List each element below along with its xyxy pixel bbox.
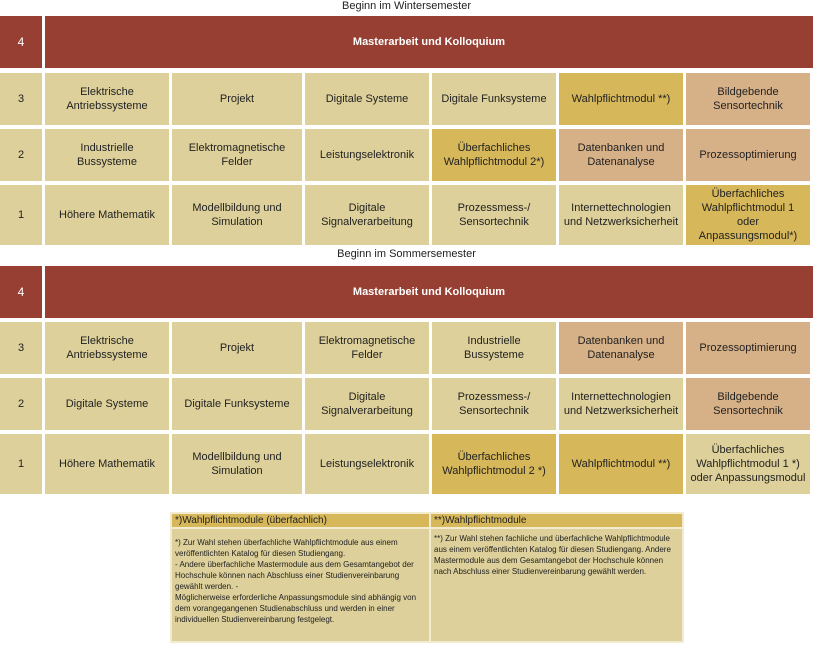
caption-winter: Beginn im Wintersemester bbox=[342, 0, 471, 12]
module-cell: Wahlpflichtmodul **) bbox=[559, 73, 683, 125]
module-cell: Modellbildung und Simulation bbox=[172, 434, 302, 494]
module-cell: Digitale Systeme bbox=[45, 378, 169, 430]
module-cell: Elektromagnetische Felder bbox=[172, 129, 302, 181]
module-cell: Digitale Funksysteme bbox=[172, 378, 302, 430]
module-cell: Elektrische Antriebssysteme bbox=[45, 322, 169, 374]
caption-summer: Beginn im Sommersemester bbox=[337, 248, 476, 260]
module-cell: Überfachliches Wahlpflichtmodul 2*) bbox=[432, 129, 556, 181]
module-cell: Projekt bbox=[172, 322, 302, 374]
module-cell: Prozessmess-/ Sensortechnik bbox=[432, 378, 556, 430]
module-cell: Internettechnologien und Netzwerksicherheit bbox=[559, 378, 683, 430]
module-cell: Überfachliches Wahlpflichtmodul 1 oder Anpassungsmodul*) bbox=[686, 185, 810, 245]
semester-label: 2 bbox=[0, 378, 42, 430]
module-cell: Digitale Signalverarbeitung bbox=[305, 185, 429, 245]
module-cell: Wahlpflichtmodul **) bbox=[559, 434, 683, 494]
module-cell: Datenbanken und Datenanalyse bbox=[559, 129, 683, 181]
module-cell: Bildgebende Sensortechnik bbox=[686, 378, 810, 430]
semester-label: 3 bbox=[0, 322, 42, 374]
module-cell: Höhere Mathematik bbox=[45, 185, 169, 245]
semester-label: 1 bbox=[0, 185, 42, 245]
footnote-title-right: **)Wahlpflichtmodule bbox=[431, 514, 682, 527]
module-cell: Datenbanken und Datenanalyse bbox=[559, 322, 683, 374]
module-cell: Leistungselektronik bbox=[305, 129, 429, 181]
semester-label: 4 bbox=[0, 16, 42, 68]
module-cell: Industrielle Bussysteme bbox=[432, 322, 556, 374]
module-cell: Internettechnologien und Netzwerksicherheit bbox=[559, 185, 683, 245]
module-cell: Digitale Funksysteme bbox=[432, 73, 556, 125]
masterarbeit-cell: Masterarbeit und Kolloquium bbox=[45, 16, 813, 68]
semester-label: 1 bbox=[0, 434, 42, 494]
module-cell: Digitale Signalverarbeitung bbox=[305, 378, 429, 430]
module-cell: Leistungselektronik bbox=[305, 434, 429, 494]
module-cell: Prozessmess-/ Sensortechnik bbox=[432, 185, 556, 245]
module-cell: Elektrische Antriebssysteme bbox=[45, 73, 169, 125]
masterarbeit-cell: Masterarbeit und Kolloquium bbox=[45, 266, 813, 318]
footnote-text-right: **) Zur Wahl stehen fachliche und überfachliche Wahlpflichtmodule aus einem veröffentlichten Katalog für diesen Studiengang. Andere Mastermodule aus dem Gesamtangebot der Hochschule können nach Abschluss einer Studienvereinbarung gewählt werden. bbox=[431, 529, 682, 641]
footnote-title-left: *)Wahlpflichtmodule (überfachlich) bbox=[172, 514, 429, 527]
module-cell: Elektromagnetische Felder bbox=[305, 322, 429, 374]
module-cell: Höhere Mathematik bbox=[45, 434, 169, 494]
footnotes-panel bbox=[170, 512, 684, 643]
module-cell: Überfachliches Wahlpflichtmodul 1 *) oder Anpassungsmodul bbox=[686, 434, 810, 494]
semester-label: 3 bbox=[0, 73, 42, 125]
module-cell: Prozessoptimierung bbox=[686, 322, 810, 374]
semester-label: 4 bbox=[0, 266, 42, 318]
module-cell: Projekt bbox=[172, 73, 302, 125]
module-cell: Überfachliches Wahlpflichtmodul 2 *) bbox=[432, 434, 556, 494]
module-cell: Prozessoptimierung bbox=[686, 129, 810, 181]
module-cell: Digitale Systeme bbox=[305, 73, 429, 125]
footnote-text-left: *) Zur Wahl stehen überfachliche Wahlpflichtmodule aus einem veröffentlichten Katalog für diesen Studiengang. - Andere überfachliche Mastermodule aus dem Gesamtangebot der Hochschule können nach Abschluss einer Studienvereinbarung gewählt werden. - Möglicherweise erforderliche Anpassungsmodule sind abhängig von dem vorangegangenen Studienabschluss und werden in einer individuellen Studienvereinbarung festgelegt. bbox=[172, 529, 429, 641]
semester-label: 2 bbox=[0, 129, 42, 181]
module-cell: Industrielle Bussysteme bbox=[45, 129, 169, 181]
module-cell: Modellbildung und Simulation bbox=[172, 185, 302, 245]
module-cell: Bildgebende Sensortechnik bbox=[686, 73, 810, 125]
